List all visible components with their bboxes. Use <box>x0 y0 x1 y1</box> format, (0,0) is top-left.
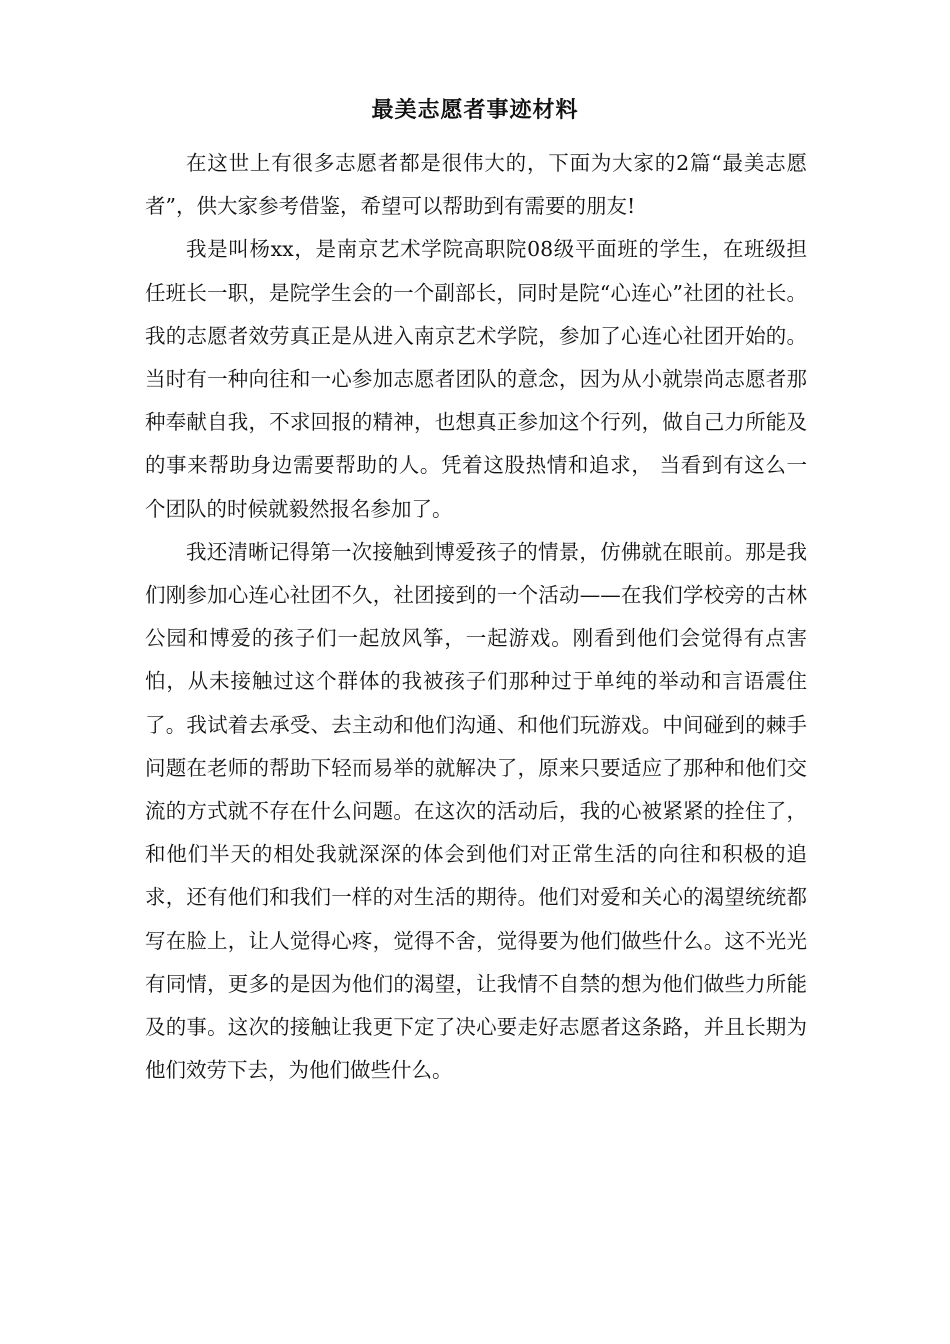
document-title: 最美志愿者事迹材料 <box>371 97 579 123</box>
paragraph-intro: 在这世上有很多志愿者都是很伟大的，下面为大家的2篇“最美志愿者”，供大家参考借鉴，希望可以帮助到有需要的朋友! <box>145 151 807 219</box>
paragraph-first-contact: 我还清晰记得第一次接触到博爱孩子的情景，仿佛就在眼前。那是我们刚参加心连心社团不久，社团接到的一个活动——在我们学校旁的古林公园和博爱的孩子们一起放风筝，一起游戏。刚看到他们会觉得有点害怕，从未接触过这个群体的我被孩子们那种过于单纯的举动和言语震住了。我试着去承受、去主动和他们沟通、和他们玩游戏。中间碰到的棘手问题在老师的帮助下轻而易举的就解决了，原来只要适应了那种和他们交流的方式就不存在什么问题。在这次的活动后，我的心被紧紧的拴住了，和他们半天的相处我就深深的体会到他们对正常生活的向往和积极的追求，还有他们和我们一样的对生活的期待。他们对爱和关心的渴望统统都写在脸上，让人觉得心疼，觉得不舍，觉得要为他们做些什么。这不光光有同情，更多的是因为他们的渴望，让我情不自禁的想为他们做些力所能及的事。这次的接触让我更下定了决心要走好志愿者这条路，并且长期为他们效劳下去，为他们做些什么。 <box>145 539 807 1083</box>
paragraph-self-introduction: 我是叫杨xx，是南京艺术学院高职院08级平面班的学生，在班级担任班长一职，是院学生会的一个副部长，同时是院“心连心”社团的社长。我的志愿者效劳真正是从进入南京艺术学院，参加了心连心社团开始的。当时有一种向往和一心参加志愿者团队的意念，因为从小就崇尚志愿者那种奉献自我，不求回报的精神，也想真正参加这个行列，做自己力所能及的事来帮助身边需要帮助的人。凭着这股热情和追求， 当看到有这么一个团队的时候就毅然报名参加了。 <box>145 237 807 521</box>
document-body <box>145 142 807 1092</box>
